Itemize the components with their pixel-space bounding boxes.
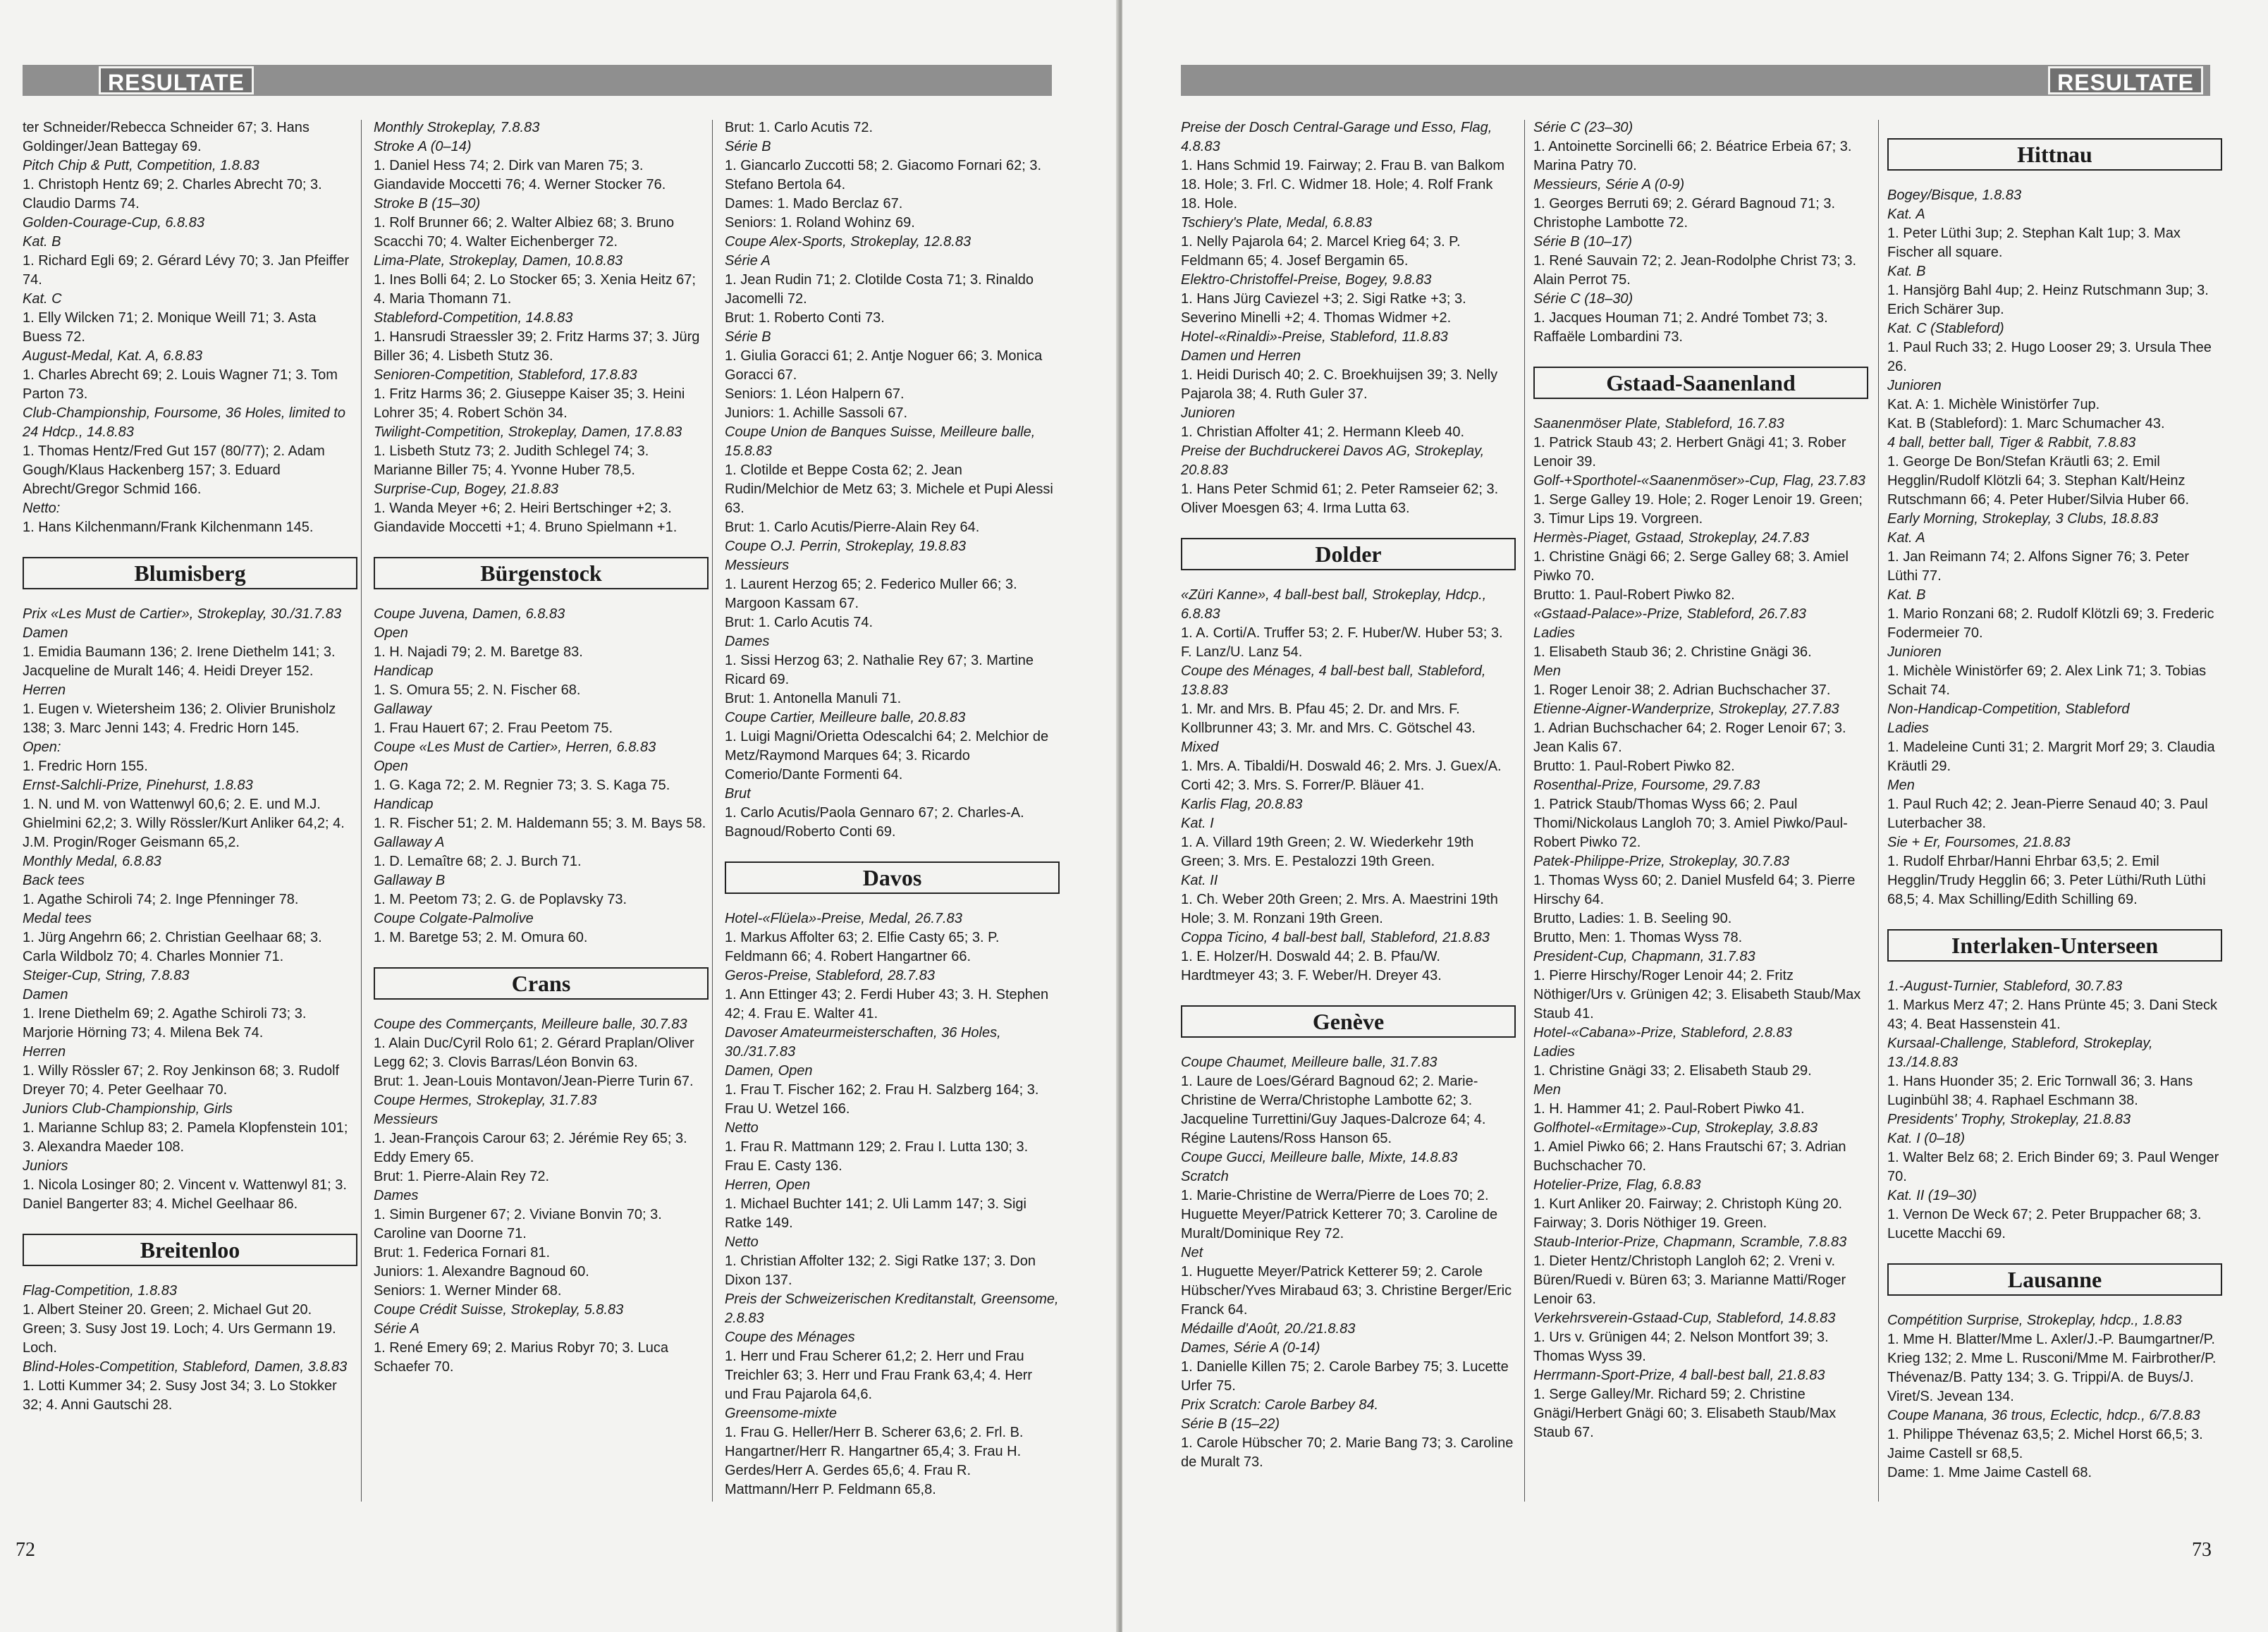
event-title: Kursaal-Challenge, Stableford, Strokeplay, 13./14.8.83 <box>1887 1036 2153 1070</box>
event-title: Coupe Union de Banques Suisse, Meilleure balle, 15.8.83 <box>725 424 1036 459</box>
result-line: Brutto, Ladies: 1. B. Seeling 90. <box>1533 911 1732 926</box>
right-page <box>1122 0 2268 1632</box>
event-title: Dames, Série A (0-14) <box>1181 1340 1320 1356</box>
event-title: Série B (15–22) <box>1181 1416 1280 1432</box>
event-title: Geros-Preise, Stableford, 28.7.83 <box>725 968 935 983</box>
result-line: 1. Hans Peter Schmid 61; 2. Peter Ramseier 62; 3. Oliver Moesgen 63; 4. Irma Lutta 63. <box>1181 481 1499 516</box>
event-title: Netto <box>725 1120 759 1136</box>
event-title: Coupe Juvena, Damen, 6.8.83 <box>374 606 565 622</box>
event-title: Davoser Amateurmeisterschaften, 36 Holes, 30./31.7.83 <box>725 1025 1001 1060</box>
event-title: Men <box>1887 778 1915 793</box>
result-line: 1. Heidi Durisch 40; 2. C. Broekhuijsen 39; 3. Nelly Pajarola 38; 4. Ruth Guler 37. <box>1181 367 1498 402</box>
result-line: 1. René Sauvain 72; 2. Jean-Rodolphe Christ 73; 3. Alain Perrot 75. <box>1533 253 1857 288</box>
result-line: Seniors: 1. Werner Minder 68. <box>374 1283 562 1299</box>
event-title: Gallaway B <box>374 873 446 888</box>
event-title: Open <box>374 625 408 641</box>
result-line: 1. Christine Gnägi 66; 2. Serge Galley 68; 3. Amiel Piwko 70. <box>1533 549 1849 584</box>
event-title: Monthly Medal, 6.8.83 <box>23 854 161 869</box>
event-title: Coppa Ticino, 4 ball-best ball, Stableford, 21.8.83 <box>1181 930 1490 945</box>
result-line: Brut: 1. Carlo Acutis 72. <box>725 120 874 135</box>
event-title: Hotel-«Rinaldi»-Preise, Stableford, 11.8.83 <box>1181 329 1448 345</box>
event-title: Série A <box>374 1321 419 1337</box>
event-title: Early Morning, Strokeplay, 3 Clubs, 18.8.83 <box>1887 511 2159 527</box>
event-title: Karlis Flag, 20.8.83 <box>1181 797 1303 812</box>
event-title: Preise der Buchdruckerei Davos AG, Strokeplay, 20.8.83 <box>1181 443 1485 478</box>
result-line: Dame: 1. Mme Jaime Castell 68. <box>1887 1465 2092 1480</box>
event-title: Rosenthal-Prize, Foursome, 29.7.83 <box>1533 778 1760 793</box>
result-line: 1. Christian Affolter 132; 2. Sigi Ratke 137; 3. Don Dixon 137. <box>725 1253 1036 1288</box>
result-line: 1. Emidia Baumann 136; 2. Irene Diethelm 141; 3. Jacqueline de Muralt 146; 4. Heidi Dreyer 152. <box>23 644 336 679</box>
result-line: 1. Simin Burgener 67; 2. Viviane Bonvin 70; 3. Caroline van Doorne 71. <box>374 1207 662 1241</box>
event-title: «Züri Kanne», 4 ball-best ball, Strokeplay, Hdcp., 6.8.83 <box>1181 587 1487 622</box>
left-page <box>0 0 1117 1632</box>
result-line: 1. Jan Reimann 74; 2. Alfons Signer 76; 3. Peter Lüthi 77. <box>1887 549 2190 584</box>
event-title: Kat. II <box>1181 873 1218 888</box>
result-line: 1. Philippe Thévenaz 63,5; 2. Michel Horst 66,5; 3. Jaime Castell sr 68,5. <box>1887 1427 2203 1461</box>
event-title: Messieurs <box>374 1112 439 1127</box>
result-line: 1. Ch. Weber 20th Green; 2. Mrs. A. Maestrini 19th Hole; 3. M. Ronzani 19th Green. <box>1181 892 1498 926</box>
result-line: 1. Elisabeth Staub 36; 2. Christine Gnägi 36. <box>1533 644 1812 660</box>
result-line: 1. Richard Egli 69; 2. Gérard Lévy 70; 3. Jan Pfeiffer 74. <box>23 253 350 288</box>
column-rule <box>712 120 713 1502</box>
event-title: Kat. A <box>1887 207 1925 222</box>
club-heading: Blumisberg <box>23 557 357 589</box>
result-line: 1. Eugen v. Wietersheim 136; 2. Olivier Brunisholz 138; 3. Marc Jenni 143; 4. Fredric Horn 145. <box>23 701 336 736</box>
event-title: Coupe Cartier, Meilleure balle, 20.8.83 <box>725 710 966 725</box>
event-title: Staub-Interior-Prize, Chapmann, Scramble, 7.8.83 <box>1533 1234 1847 1250</box>
event-title: Golf-+Sporthotel-«Saanenmöser»-Cup, Flag, 23.7.83 <box>1533 473 1865 489</box>
event-title: Elektro-Christoffel-Preise, Bogey, 9.8.83 <box>1181 272 1432 288</box>
result-line: 1. Jürg Angehrn 66; 2. Christian Geelhaar 68; 3. Carla Wildbolz 70; 4. Charles Monnier 71. <box>23 930 322 964</box>
result-line: Brut: 1. Roberto Conti 73. <box>725 310 885 326</box>
club-heading: Gstaad-Saanenland <box>1533 367 1868 399</box>
event-title: Prix «Les Must de Cartier», Strokeplay, 30./31.7.83 <box>23 606 342 622</box>
event-title: Ladies <box>1533 1044 1575 1060</box>
event-title: Presidents' Trophy, Strokeplay, 21.8.83 <box>1887 1112 2131 1127</box>
event-title: 1.-August-Turnier, Stableford, 30.7.83 <box>1887 978 2123 994</box>
result-line: 1. Peter Lüthi 3up; 2. Stephan Kalt 1up; 3. Max Fischer all square. <box>1887 226 2181 260</box>
event-title: Série B <box>725 329 771 345</box>
event-title: «Gstaad-Palace»-Prize, Stableford, 26.7.83 <box>1533 606 1806 622</box>
result-line: 1. Willy Rössler 67; 2. Roy Jenkinson 68; 3. Rudolf Dreyer 70; 4. Peter Geelhaar 70. <box>23 1063 340 1098</box>
event-title: Herrmann-Sport-Prize, 4 ball-best ball, 21.8.83 <box>1533 1368 1825 1383</box>
event-title: Junioren <box>1887 378 1942 393</box>
result-line: 1. Rudolf Ehrbar/Hanni Ehrbar 63,5; 2. Emil Hegglin/Trudy Hegglin 66; 3. Peter Lüthi/Ruth Lüthi 68,5; 4. Max Schilling/Edith Schilling 69. <box>1887 854 2206 907</box>
result-line: 1. Frau G. Heller/Herr B. Scherer 63,6; 2. Frl. B. Hangartner/Herr R. Hangartner 65,4; 3. Frau H. Gerdes/Herr A. Gerdes 65,6; 4. Frau R. Mattmann/Herr P. Feldmann 65,8. <box>725 1425 1024 1497</box>
result-line: Kat. A: 1. Michèle Winistörfer 7up. <box>1887 397 2100 412</box>
column-rule <box>361 120 362 1502</box>
club-heading: Davos <box>725 861 1060 894</box>
event-title: Coupe Manana, 36 trous, Eclectic, hdcp., 6/7.8.83 <box>1887 1408 2200 1423</box>
result-line: Juniors: 1. Achille Sassoli 67. <box>725 405 908 421</box>
event-title: Flag-Competition, 1.8.83 <box>23 1283 178 1299</box>
club-heading: Crans <box>374 967 709 1000</box>
event-title: Steiger-Cup, String, 7.8.83 <box>23 968 190 983</box>
result-line: 1. Thomas Hentz/Fred Gut 157 (80/77); 2. Adam Gough/Klaus Hackenberg 157; 3. Eduard Abrecht/Gregor Schmid 166. <box>23 443 325 497</box>
text-column-3 <box>725 118 1060 1499</box>
result-line: Brut: 1. Carlo Acutis/Pierre-Alain Rey 64. <box>725 520 980 535</box>
event-title: Men <box>1533 1082 1561 1098</box>
result-line: 1. Albert Steiner 20. Green; 2. Michael Gut 20. Green; 3. Susy Jost 19. Loch; 4. Urs Germann 19. Loch. <box>23 1302 336 1356</box>
result-line: 1. Fredric Horn 155. <box>23 759 148 774</box>
result-line: 1. R. Fischer 51; 2. M. Haldemann 55; 3. M. Bays 58. <box>374 816 706 831</box>
event-title: Senioren-Competition, Stableford, 17.8.83 <box>374 367 637 383</box>
event-title: Herren, Open <box>725 1177 811 1193</box>
event-title: Stroke A (0–14) <box>374 139 472 154</box>
result-line: 1. Ann Ettinger 43; 2. Ferdi Huber 43; 3. H. Stephen 42; 4. Frau E. Walter 41. <box>725 987 1049 1021</box>
event-title: Kat. C (Stableford) <box>1887 321 2004 336</box>
result-line: 1. H. Hammer 41; 2. Paul-Robert Piwko 41. <box>1533 1101 1805 1117</box>
event-title: Kat. B <box>1887 264 1926 279</box>
event-title: Damen und Herren <box>1181 348 1301 364</box>
event-title: August-Medal, Kat. A, 6.8.83 <box>23 348 202 364</box>
result-line: 1. Michèle Winistörfer 69; 2. Alex Link 71; 3. Tobias Schait 74. <box>1887 663 2207 698</box>
result-line: 1. Jean Rudin 71; 2. Clotilde Costa 71; 3. Rinaldo Jacomelli 72. <box>725 272 1034 307</box>
section-label-right: RESULTATE <box>2048 66 2203 94</box>
result-line: Brut: 1. Federica Fornari 81. <box>374 1245 551 1260</box>
event-title: Série B (10–17) <box>1533 234 1633 250</box>
event-title: Coupe Hermes, Strokeplay, 31.7.83 <box>374 1093 597 1108</box>
result-line: 1. Patrick Staub 43; 2. Herbert Gnägi 41; 3. Rober Lenoir 39. <box>1533 435 1846 470</box>
event-title: Kat. C <box>23 291 62 307</box>
result-line: 1. Giulia Goracci 61; 2. Antje Noguer 66; 3. Monica Goracci 67. <box>725 348 1043 383</box>
result-line: 1. Sissi Herzog 63; 2. Nathalie Rey 67; 3. Martine Ricard 69. <box>725 653 1034 687</box>
text-column-4 <box>1181 118 1516 1472</box>
result-line: ter Schneider/Rebecca Schneider 67; 3. Hans Goldinger/Jean Battegay 69. <box>23 120 309 154</box>
event-title: Junioren <box>1887 644 1942 660</box>
result-line: 1. Lotti Kummer 34; 2. Susy Jost 34; 3. Lo Stokker 32; 4. Anni Gautschi 28. <box>23 1378 337 1413</box>
event-title: Club-Championship, Foursome, 36 Holes, limited to 24 Hdcp., 14.8.83 <box>23 405 345 440</box>
club-heading: Hittnau <box>1887 138 2222 171</box>
event-title: Ernst-Salchli-Prize, Pinehurst, 1.8.83 <box>23 778 253 793</box>
result-line: 1. Christine Gnägi 33; 2. Elisabeth Staub 29. <box>1533 1063 1812 1079</box>
club-heading: Bürgenstock <box>374 557 709 589</box>
page-number-left: 72 <box>16 1539 35 1561</box>
event-title: Série C (23–30) <box>1533 120 1633 135</box>
event-title: Gallaway <box>374 701 432 717</box>
result-line: Brutto: 1. Paul-Robert Piwko 82. <box>1533 759 1735 774</box>
event-title: Twilight-Competition, Strokeplay, Damen, 17.8.83 <box>374 424 682 440</box>
result-line: Brut: 1. Antonella Manuli 71. <box>725 691 902 706</box>
section-band-right <box>1181 65 2210 96</box>
event-title: Coupe Crédit Suisse, Strokeplay, 5.8.83 <box>374 1302 624 1318</box>
result-line: 1. Wanda Meyer +6; 2. Heiri Bertschinger +2; 3. Giandavide Moccetti +1; 4. Bruno Spielmann +1. <box>374 501 678 535</box>
result-line: 1. Pierre Hirschy/Roger Lenoir 44; 2. Fritz Nöthiger/Urs v. Grünigen 42; 3. Elisabeth Staub/Max Staub 41. <box>1533 968 1861 1021</box>
result-line: 1. D. Lemaître 68; 2. J. Burch 71. <box>374 854 582 869</box>
event-title: Etienne-Aigner-Wanderprize, Strokeplay, 27.7.83 <box>1533 701 1839 717</box>
text-column-6 <box>1887 118 2222 1483</box>
result-line: Brut: 1. Jean-Louis Montavon/Jean-Pierre Turin 67. <box>374 1074 694 1089</box>
page-number-right: 73 <box>2192 1539 2212 1561</box>
event-title: Médaille d'Août, 20./21.8.83 <box>1181 1321 1356 1337</box>
event-title: Surprise-Cup, Bogey, 21.8.83 <box>374 481 559 497</box>
event-title: Coupe des Ménages <box>725 1330 855 1345</box>
event-title: Pitch Chip & Putt, Competition, 1.8.83 <box>23 158 259 173</box>
result-line: 1. N. und M. von Wattenwyl 60,6; 2. E. und M.J. Ghielmini 62,2; 3. Willy Rössler/Kurt Anliker 64,2; 4. J.M. Progin/Roger Geismann 65,2. <box>23 797 345 850</box>
result-line: Kat. B (Stableford): 1. Marc Schumacher 43. <box>1887 416 2165 431</box>
event-title: Ladies <box>1533 625 1575 641</box>
result-line: 1. Mr. and Mrs. B. Pfau 45; 2. Dr. and Mrs. F. Kollbrunner 43; 3. Mr. and Mrs. C. Götschel 43. <box>1181 701 1476 736</box>
result-line: 1. Urs v. Grünigen 44; 2. Nelson Montfort 39; 3. Thomas Wyss 39. <box>1533 1330 1829 1364</box>
event-title: Gallaway A <box>374 835 445 850</box>
club-heading: Breitenloo <box>23 1234 357 1266</box>
event-title: Stroke B (15–30) <box>374 196 481 211</box>
result-line: 1. Paul Ruch 33; 2. Hugo Looser 29; 3. Ursula Thee 26. <box>1887 340 2212 374</box>
result-line: 1. Nelly Pajarola 64; 2. Marcel Krieg 64; 3. P. Feldmann 65; 4. Josef Bergamin 65. <box>1181 234 1461 269</box>
result-line: 1. M. Peetom 73; 2. G. de Poplavsky 73. <box>374 892 627 907</box>
event-title: Netto: <box>23 501 61 516</box>
result-line: 1. Mrs. A. Tibaldi/H. Doswald 46; 2. Mrs. J. Guex/A. Corti 42; 3. Mrs. S. Forrer/P. Bläuer 41. <box>1181 759 1502 793</box>
event-title: Dames <box>374 1188 419 1203</box>
text-column-5 <box>1533 118 1868 1442</box>
result-line: 1. Amiel Piwko 66; 2. Hans Frautschi 67; 3. Adrian Buchschacher 70. <box>1533 1139 1846 1174</box>
event-title: Coupe O.J. Perrin, Strokeplay, 19.8.83 <box>725 539 967 554</box>
result-line: 1. Luigi Magni/Orietta Odescalchi 64; 2. Melchior de Metz/Raymond Marques 64; 3. Ricardo Comerio/Dante Formenti 64. <box>725 729 1049 783</box>
result-line: 1. Adrian Buchschacher 64; 2. Roger Lenoir 67; 3. Jean Kalis 67. <box>1533 720 1846 755</box>
result-line: Juniors: 1. Alexandre Bagnoud 60. <box>374 1264 589 1280</box>
result-line: 1. Daniel Hess 74; 2. Dirk van Maren 75; 3. Giandavide Moccetti 76; 4. Werner Stocker 76. <box>374 158 666 192</box>
event-title: Kat. A <box>1887 530 1925 546</box>
text-column-2 <box>374 118 709 1377</box>
event-title: Golden-Courage-Cup, 6.8.83 <box>23 215 204 231</box>
result-line: 1. Laurent Herzog 65; 2. Federico Muller 66; 3. Margoon Kassam 67. <box>725 577 1017 611</box>
event-title: Série B <box>725 139 771 154</box>
result-line: 1. Christoph Hentz 69; 2. Charles Abrecht 70; 3. Claudio Darms 74. <box>23 177 322 211</box>
result-line: 1. Patrick Staub/Thomas Wyss 66; 2. Paul Thomi/Nickolaus Langloh 70; 3. Amiel Piwko/Paul-Robert Piwko 72. <box>1533 797 1848 850</box>
event-title: Tschiery's Plate, Medal, 6.8.83 <box>1181 215 1372 231</box>
result-line: 1. Rolf Brunner 66; 2. Walter Albiez 68; 3. Bruno Scacchi 70; 4. Walter Eichenberger 72. <box>374 215 675 250</box>
event-title: President-Cup, Chapmann, 31.7.83 <box>1533 949 1755 964</box>
result-line: 1. Roger Lenoir 38; 2. Adrian Buchschacher 37. <box>1533 682 1831 698</box>
result-line: Dames: 1. Mado Berclaz 67. <box>725 196 903 211</box>
section-band-left <box>23 65 1052 96</box>
result-line: 1. Hans Huonder 35; 2. Eric Tornwall 36; 3. Hans Luginbühl 38; 4. Raphael Eschmann 38. <box>1887 1074 2193 1108</box>
event-title: Patek-Philippe-Prize, Strokeplay, 30.7.83 <box>1533 854 1790 869</box>
result-line: 1. Georges Berruti 69; 2. Gérard Bagnoud 71; 3. Christophe Lambotte 72. <box>1533 196 1836 231</box>
event-title: Open <box>374 759 408 774</box>
result-line: Seniors: 1. Léon Halpern 67. <box>725 386 905 402</box>
event-title: Handicap <box>374 797 434 812</box>
event-title: Handicap <box>374 663 434 679</box>
event-title: Preis der Schweizerischen Kreditanstalt, Greensome, 2.8.83 <box>725 1292 1059 1326</box>
result-line: 1. M. Baretge 53; 2. M. Omura 60. <box>374 930 588 945</box>
event-title: Juniors Club-Championship, Girls <box>23 1101 233 1117</box>
event-title: Lima-Plate, Strokeplay, Damen, 10.8.83 <box>374 253 623 269</box>
result-line: 1. Nicola Losinger 80; 2. Vincent v. Wattenwyl 81; 3. Daniel Bangerter 83; 4. Michel Geelhaar 86. <box>23 1177 347 1212</box>
result-line: 1. Markus Merz 47; 2. Hans Prünte 45; 3. Dani Steck 43; 4. Beat Hassenstein 41. <box>1887 998 2217 1032</box>
event-title: Open: <box>23 740 61 755</box>
result-line: 1. Jacques Houman 71; 2. André Tombet 73; 3. Raffaële Lombardini 73. <box>1533 310 1828 345</box>
event-title: Série C (18–30) <box>1533 291 1633 307</box>
event-title: Medal tees <box>23 911 92 926</box>
event-title: Net <box>1181 1245 1203 1260</box>
result-line: 1. Elly Wilcken 71; 2. Monique Weill 71; 3. Asta Buess 72. <box>23 310 317 345</box>
event-title: Coupe «Les Must de Cartier», Herren, 6.8.83 <box>374 740 656 755</box>
result-line: 1. A. Villard 19th Green; 2. W. Wiederkehr 19th Green; 3. Mrs. E. Pestalozzi 19th Green. <box>1181 835 1474 869</box>
result-line: 1. Alain Duc/Cyril Rolo 61; 2. Gérard Praplan/Oliver Legg 62; 3. Clovis Barras/Léon Bonvin 63. <box>374 1036 694 1070</box>
event-title: Netto <box>725 1234 759 1250</box>
result-line: 1. Hans Schmid 19. Fairway; 2. Frau B. van Balkom 18. Hole; 3. Frl. C. Widmer 18. Hole; 4. Rolf Frank 18. Hole. <box>1181 158 1505 211</box>
result-line: 1. Kurt Anliker 20. Fairway; 2. Christoph Küng 20. Fairway; 3. Doris Nöthiger 19. Green. <box>1533 1196 1842 1231</box>
event-title: Monthly Strokeplay, 7.8.83 <box>374 120 540 135</box>
result-line: 1. Carlo Acutis/Paola Gennaro 67; 2. Charles-A. Bagnoud/Roberto Conti 69. <box>725 805 1024 840</box>
event-title: Kat. I <box>1181 816 1214 831</box>
event-title: Golfhotel-«Ermitage»-Cup, Strokeplay, 3.8.83 <box>1533 1120 1818 1136</box>
result-line: 1. Hansjörg Bahl 4up; 2. Heinz Rutschmann 3up; 3. Erich Schärer 3up. <box>1887 283 2209 317</box>
event-title: Stableford-Competition, 14.8.83 <box>374 310 573 326</box>
event-title: Blind-Holes-Competition, Stableford, Damen, 3.8.83 <box>23 1359 348 1375</box>
event-title: Kat. I (0–18) <box>1887 1131 1966 1146</box>
result-line: Brutto: 1. Paul-Robert Piwko 82. <box>1533 587 1735 603</box>
result-line: 1. Walter Belz 68; 2. Erich Binder 69; 3. Paul Wenger 70. <box>1887 1150 2219 1184</box>
result-line: 1. Fritz Harms 36; 2. Giuseppe Kaiser 35; 3. Heini Lohrer 35; 4. Robert Schön 34. <box>374 386 685 421</box>
event-title: Coupe Chaumet, Meilleure balle, 31.7.83 <box>1181 1055 1438 1070</box>
result-line: 1. Hans Jürg Caviezel +3; 2. Sigi Ratke +3; 3. Severino Minelli +2; 4. Thomas Widmer +2. <box>1181 291 1466 326</box>
result-line: 1. Giancarlo Zuccotti 58; 2. Giacomo Fornari 62; 3. Stefano Bertola 64. <box>725 158 1042 192</box>
result-line: 1. Vernon De Weck 67; 2. Peter Bruppacher 68; 3. Lucette Macchi 69. <box>1887 1207 2202 1241</box>
result-line: 1. Carole Hübscher 70; 2. Marie Bang 73; 3. Caroline de Muralt 73. <box>1181 1435 1514 1470</box>
result-line: Brut: 1. Pierre-Alain Rey 72. <box>374 1169 549 1184</box>
result-line: 1. Mario Ronzani 68; 2. Rudolf Klötzli 69; 3. Frederic Fodermeier 70. <box>1887 606 2214 641</box>
result-line: Brutto, Men: 1. Thomas Wyss 78. <box>1533 930 1743 945</box>
event-title: Kat. B <box>23 234 61 250</box>
result-line: 1. Thomas Wyss 60; 2. Daniel Musfeld 64; 3. Pierre Hirschy 64. <box>1533 873 1856 907</box>
result-line: 1. Jean-François Carour 63; 2. Jérémie Rey 65; 3. Eddy Emery 65. <box>374 1131 687 1165</box>
result-line: 1. Hansrudi Straessler 39; 2. Fritz Harms 37; 3. Jürg Biller 36; 4. Lisbeth Stutz 36. <box>374 329 700 364</box>
event-title: Coupe Colgate-Palmolive <box>374 911 534 926</box>
event-title: Men <box>1533 663 1561 679</box>
result-line: 1. Herr und Frau Scherer 61,2; 2. Herr und Frau Treichler 63; 3. Herr und Frau Frank 63,4; 4. Herr und Frau Pajarola 64,6. <box>725 1349 1033 1402</box>
event-title: Herren <box>23 682 66 698</box>
club-heading: Interlaken-Unterseen <box>1887 929 2222 962</box>
result-line: 1. Lisbeth Stutz 73; 2. Judith Schlegel 74; 3. Marianne Biller 75; 4. Yvonne Huber 78,5. <box>374 443 649 478</box>
club-heading: Genève <box>1181 1005 1516 1038</box>
result-line: 1. Irene Diethelm 69; 2. Agathe Schiroli 73; 3. Marjorie Hörning 73; 4. Milena Bek 74. <box>23 1006 307 1041</box>
event-title: Messieurs <box>725 558 790 573</box>
result-line: 1. Clotilde et Beppe Costa 62; 2. Jean Rudin/Melchior de Metz 63; 3. Michele et Pupi Alessi 63. <box>725 462 1053 516</box>
event-title: Ladies <box>1887 720 1929 736</box>
event-title: Preise der Dosch Central-Garage und Esso, Flag, 4.8.83 <box>1181 120 1492 154</box>
event-title: Coupe des Commerçants, Meilleure balle, 30.7.83 <box>374 1017 687 1032</box>
event-title: Bogey/Bisque, 1.8.83 <box>1887 188 2022 203</box>
result-line: 1. Michael Buchter 141; 2. Uli Lamm 147; 3. Sigi Ratke 149. <box>725 1196 1026 1231</box>
result-line: 1. Christian Affolter 41; 2. Hermann Kleeb 40. <box>1181 424 1465 440</box>
event-title: Coupe des Ménages, 4 ball-best ball, Stableford, 13.8.83 <box>1181 663 1486 698</box>
event-title: Hotel-«Flüela»-Preise, Medal, 26.7.83 <box>725 911 962 926</box>
result-line: 1. Frau T. Fischer 162; 2. Frau H. Salzberg 164; 3. Frau U. Wetzel 166. <box>725 1082 1039 1117</box>
event-title: Damen <box>23 625 68 641</box>
event-title: Hotelier-Prize, Flag, 6.8.83 <box>1533 1177 1701 1193</box>
result-line: 1. Frau R. Mattmann 129; 2. Frau I. Lutta 130; 3. Frau E. Casty 136. <box>725 1139 1029 1174</box>
result-line: 1. H. Najadi 79; 2. M. Baretge 83. <box>374 644 583 660</box>
result-line: 1. Marianne Schlup 83; 2. Pamela Klopfenstein 101; 3. Alexandra Maeder 108. <box>23 1120 348 1155</box>
event-title: Dames <box>725 634 770 649</box>
result-line: 1. Serge Galley/Mr. Richard 59; 2. Christine Gnägi/Herbert Gnägi 60; 3. Elisabeth Staub/Max Staub 67. <box>1533 1387 1837 1440</box>
result-line: 1. Charles Abrecht 69; 2. Louis Wagner 71; 3. Tom Parton 73. <box>23 367 338 402</box>
event-title: Kat. II (19–30) <box>1887 1188 1977 1203</box>
text-column-1 <box>23 118 357 1415</box>
event-title: Mixed <box>1181 740 1219 755</box>
result-line: 1. Ines Bolli 64; 2. Lo Stocker 65; 3. Xenia Heitz 67; 4. Maria Thomann 71. <box>374 272 696 307</box>
event-title: Back tees <box>23 873 85 888</box>
result-line: 1. Frau Hauert 67; 2. Frau Peetom 75. <box>374 720 613 736</box>
result-line: 1. Paul Ruch 42; 2. Jean-Pierre Senaud 40; 3. Paul Luterbacher 38. <box>1887 797 2208 831</box>
result-line: 1. Mme H. Blatter/Mme L. Axler/J.-P. Baumgartner/P. Krieg 132; 2. Mme L. Rusconi/Mme M. Fairbrother/P. Thévenaz/B. Patty 134; 3. G. Trippi/A. de Buys/J. Viret/S. Jevean 134. <box>1887 1332 2217 1404</box>
result-line: 1. Serge Galley 19. Hole; 2. Roger Lenoir 19. Green; 3. Timur Lips 19. Vorgreen. <box>1533 492 1863 527</box>
result-line: 1. E. Holzer/H. Doswald 44; 2. B. Pfau/W. Hardtmeyer 43; 3. F. Weber/H. Dreyer 43. <box>1181 949 1442 983</box>
event-title: Saanenmöser Plate, Stableford, 16.7.83 <box>1533 416 1784 431</box>
result-line: Seniors: 1. Roland Wohinz 69. <box>725 215 915 231</box>
result-line: 1. Markus Affolter 63; 2. Elfie Casty 65; 3. P. Feldmann 66; 4. Robert Hangartner 66. <box>725 930 1000 964</box>
event-title: Hermès-Piaget, Gstaad, Strokeplay, 24.7.83 <box>1533 530 1809 546</box>
column-rule <box>1524 120 1525 1502</box>
result-line: 1. Hans Kilchenmann/Frank Kilchenmann 145. <box>23 520 314 535</box>
result-line: 1. René Emery 69; 2. Marius Robyr 70; 3. Luca Schaefer 70. <box>374 1340 668 1375</box>
result-line: 1. Dieter Hentz/Christoph Langloh 62; 2. Vreni v. Büren/Ruedi v. Büren 63; 3. Marianne Matti/Roger Lenoir 63. <box>1533 1253 1846 1307</box>
event-title: Scratch <box>1181 1169 1229 1184</box>
event-title: Coupe Gucci, Meilleure balle, Mixte, 14.8.83 <box>1181 1150 1458 1165</box>
section-label-left: RESULTATE <box>99 66 254 94</box>
result-line: 1. S. Omura 55; 2. N. Fischer 68. <box>374 682 581 698</box>
club-heading: Lausanne <box>1887 1263 2222 1296</box>
event-title: Prix Scratch: Carole Barbey 84. <box>1181 1397 1379 1413</box>
event-title: Compétition Surprise, Strokeplay, hdcp., 1.8.83 <box>1887 1313 2182 1328</box>
result-line: 1. Madeleine Cunti 31; 2. Margrit Morf 29; 3. Claudia Kräutli 29. <box>1887 740 2215 774</box>
event-title: Damen, Open <box>725 1063 813 1079</box>
result-line: 1. George De Bon/Stefan Kräutli 63; 2. Emil Hegglin/Rudolf Klötzli 64; 3. Stephan Kalt/Heinz Rutschmann 66; 4. Peter Huber/Silvia Huber 66. <box>1887 454 2189 508</box>
event-title: Juniors <box>23 1158 68 1174</box>
event-title: Hotel-«Cabana»-Prize, Stableford, 2.8.83 <box>1533 1025 1792 1041</box>
event-title: Herren <box>23 1044 66 1060</box>
event-title: Non-Handicap-Competition, Stableford <box>1887 701 2130 717</box>
event-title: 4 ball, better ball, Tiger & Rabbit, 7.8.83 <box>1887 435 2136 450</box>
event-title: Sie + Er, Foursomes, 21.8.83 <box>1887 835 2071 850</box>
event-title: Kat. B <box>1887 587 1926 603</box>
event-title: Messieurs, Série A (0-9) <box>1533 177 1685 192</box>
result-line: 1. Antoinette Sorcinelli 66; 2. Béatrice Erbeia 67; 3. Marina Patry 70. <box>1533 139 1852 173</box>
result-line: 1. Marie-Christine de Werra/Pierre de Loes 70; 2. Huguette Meyer/Patrick Ketterer 70; 3. Caroline de Muralt/Dominique Rey 72. <box>1181 1188 1498 1241</box>
club-heading: Dolder <box>1181 538 1516 570</box>
event-title: Série A <box>725 253 771 269</box>
column-rule <box>1878 120 1879 1502</box>
event-title: Verkehrsverein-Gstaad-Cup, Stableford, 14.8.83 <box>1533 1311 1836 1326</box>
result-line: 1. Laure de Loes/Gérard Bagnoud 62; 2. Marie-Christine de Werra/Christophe Lambotte 62; 3. Jacqueline Turrettini/Guy Jaques-Dalcroze 64; 4. Régine Lautens/Ross Hanson 65. <box>1181 1074 1486 1146</box>
event-title: Brut <box>725 786 751 802</box>
event-title: Damen <box>23 987 68 1002</box>
result-line: 1. G. Kaga 72; 2. M. Regnier 73; 3. S. Kaga 75. <box>374 778 670 793</box>
event-title: Greensome-mixte <box>725 1406 837 1421</box>
result-line: Brut: 1. Carlo Acutis 74. <box>725 615 874 630</box>
result-line: 1. Danielle Killen 75; 2. Carole Barbey 75; 3. Lucette Urfer 75. <box>1181 1359 1509 1394</box>
event-title: Coupe Alex-Sports, Strokeplay, 12.8.83 <box>725 234 971 250</box>
event-title: Junioren <box>1181 405 1235 421</box>
result-line: 1. A. Corti/A. Truffer 53; 2. F. Huber/W. Huber 53; 3. F. Lanz/U. Lanz 54. <box>1181 625 1503 660</box>
result-line: 1. Agathe Schiroli 74; 2. Inge Pfenninger 78. <box>23 892 299 907</box>
result-line: 1. Huguette Meyer/Patrick Ketterer 59; 2. Carole Hübscher/Yves Mirabaud 63; 3. Christine Berger/Eric Franck 64. <box>1181 1264 1512 1318</box>
